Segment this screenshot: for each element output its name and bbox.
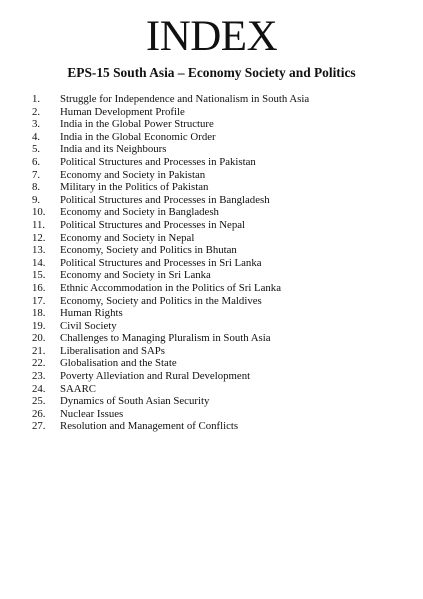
index-item [32, 320, 309, 333]
index-item-title: SAARC [60, 382, 97, 395]
index-item [32, 257, 309, 270]
index-item-title: Economy, Society and Politics in Bhutan [60, 244, 237, 257]
index-item-number: 15. [32, 269, 46, 282]
index-item-title: Globalisation and the State [60, 357, 177, 370]
index-item-number: 20. [32, 332, 46, 345]
index-item [32, 93, 309, 106]
index-item-title: Human Rights [60, 307, 123, 320]
index-item-title: Human Development Profile [60, 105, 185, 118]
index-item [32, 206, 309, 219]
index-item-number: 7. [32, 168, 41, 181]
index-item-number: 23. [32, 370, 46, 383]
index-item-number: 19. [32, 319, 46, 332]
index-item-title: Political Structures and Processes in Pakistan [60, 155, 256, 168]
index-item-number: 12. [32, 231, 46, 244]
index-item-number: 14. [32, 256, 46, 269]
index-item [32, 106, 309, 119]
index-item-title: India and its Neighbours [60, 143, 167, 156]
index-item-number: 3. [32, 118, 41, 131]
index-item-title: Nuclear Issues [60, 407, 124, 420]
index-item [32, 232, 309, 245]
index-item [32, 282, 309, 295]
index-item-title: Civil Society [60, 319, 117, 332]
page-title: INDEX [145, 13, 278, 60]
index-item [32, 131, 309, 144]
index-item-number: 13. [32, 244, 46, 257]
index-item-title: Economy and Society in Sri Lanka [60, 269, 211, 282]
index-item-title: Resolution and Management of Conflicts [60, 420, 239, 433]
index-item [32, 118, 309, 131]
index-item-title: Military in the Politics of Pakistan [60, 181, 209, 194]
index-item [32, 395, 309, 408]
page-subtitle: EPS-15 South Asia – Economy Society and Politics [67, 65, 356, 80]
index-item-title: Struggle for Independence and Nationalism in South Asia [60, 93, 310, 105]
index-item-title: Economy, Society and Politics in the Maldives [60, 294, 262, 307]
index-item-title: Dynamics of South Asian Security [60, 395, 210, 408]
index-item-number: 18. [32, 307, 46, 320]
index-item-number: 2. [32, 105, 41, 118]
index-item-number: 8. [32, 181, 41, 194]
index-item-number: 17. [32, 294, 46, 307]
index-item-number: 22. [32, 357, 46, 370]
index-item-title: India in the Global Economic Order [60, 130, 216, 143]
index-item [32, 181, 309, 194]
index-item-title: Poverty Alleviation and Rural Development [60, 370, 251, 383]
index-item-title: Liberalisation and SAPs [60, 344, 165, 357]
index-item [32, 194, 309, 207]
index-item [32, 169, 309, 182]
index-item-title: Ethnic Accommodation in the Politics of Sri Lanka [60, 281, 281, 294]
index-item-number: 26. [32, 407, 46, 420]
index-item [32, 307, 309, 320]
index-item-number: 16. [32, 281, 46, 294]
index-item [32, 420, 309, 433]
index-item-title: Challenges to Managing Pluralism in South Asia [60, 332, 271, 345]
index-item-number: 11. [32, 218, 46, 231]
index-item [32, 370, 309, 383]
index-item-number: 6. [32, 155, 41, 168]
index-item-number: 1. [32, 93, 41, 105]
index-item [32, 408, 309, 421]
index-item-title: Political Structures and Processes in Nepal [60, 218, 246, 231]
index-item [32, 219, 309, 232]
index-item-number: 25. [32, 395, 46, 408]
index-item [32, 269, 309, 282]
index-item-number: 24. [32, 382, 46, 395]
index-item [32, 156, 309, 169]
index-item-title: India in the Global Power Structure [60, 118, 214, 131]
index-item [32, 383, 309, 396]
index-item-title: Political Structures and Processes in Sri Lanka [60, 256, 262, 269]
index-item [32, 244, 309, 257]
index-item [32, 295, 309, 308]
index-item [32, 332, 309, 345]
index-list [32, 93, 309, 433]
index-item-number: 27. [32, 420, 46, 433]
index-item [32, 345, 309, 358]
index-item-title: Political Structures and Processes in Bangladesh [60, 193, 270, 206]
index-item-number: 21. [32, 344, 46, 357]
index-item-title: Economy and Society in Bangladesh [60, 206, 219, 219]
index-item-title: Economy and Society in Pakistan [60, 168, 206, 181]
index-item-number: 4. [32, 130, 41, 143]
index-item-number: 5. [32, 143, 41, 156]
index-item-title: Economy and Society in Nepal [60, 231, 195, 244]
index-item [32, 143, 309, 156]
index-item [32, 357, 309, 370]
index-item-number: 9. [32, 193, 41, 206]
index-item-number: 10. [32, 206, 46, 219]
